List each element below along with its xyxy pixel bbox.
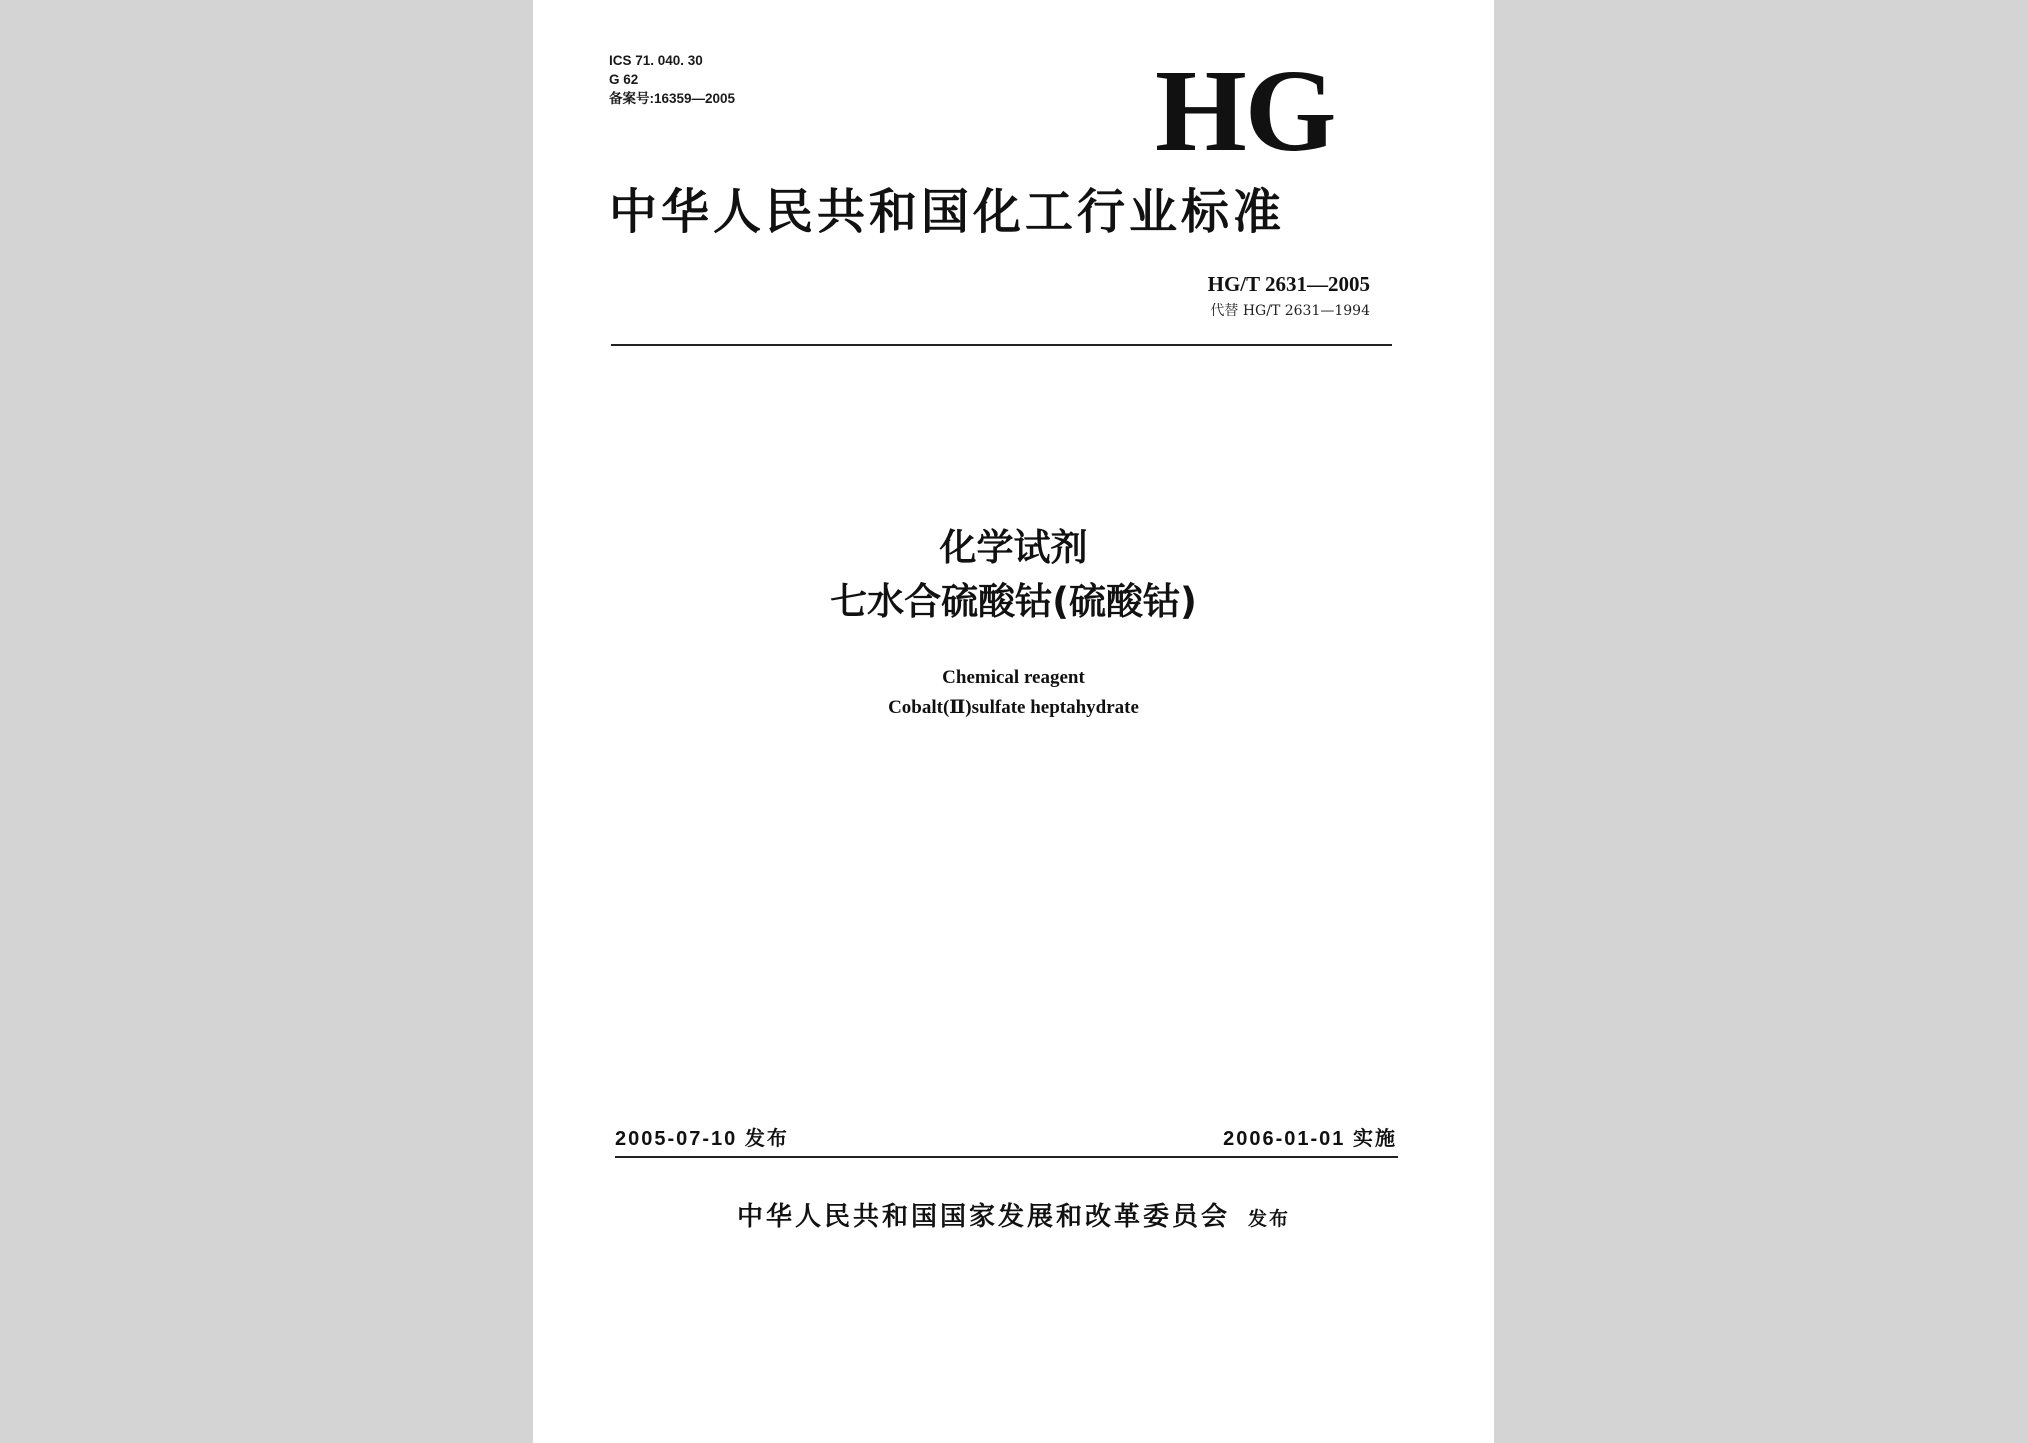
title-en-line1: Chemical reagent: [942, 667, 1085, 688]
title-cn-line1: 化学试剂: [939, 526, 1088, 569]
publisher-action: 发布: [1248, 1208, 1291, 1230]
replaces-standard: 代替 HG/T 2631—1994: [1210, 303, 1370, 319]
header-divider: [611, 344, 1392, 346]
title-en-line2: Cobalt(Ⅱ)sulfate heptahydrate: [888, 697, 1139, 718]
publisher-name: 中华人民共和国国家发展和改革委员会: [736, 1202, 1230, 1232]
footer-divider: [615, 1156, 1398, 1158]
standard-title: 中华人民共和国化工行业标准: [609, 184, 1286, 240]
publisher-line: [533, 1196, 1494, 1233]
document-page: [533, 0, 1494, 1443]
implementation-date: 2006-01-01 实施: [1223, 1128, 1397, 1150]
title-cn-line2: 七水合硫酸钴(硫酸钴): [830, 580, 1197, 623]
issue-date: 2005-07-10 发布: [615, 1128, 789, 1150]
filing-number: 备案号:16359—2005: [609, 91, 736, 106]
ics-code: ICS 71. 040. 30: [609, 53, 703, 68]
classification-code: G 62: [609, 72, 639, 87]
standard-number: HG/T 2631—2005: [1207, 272, 1370, 296]
hg-logo: HG: [1155, 45, 1335, 176]
metadata-block: [609, 51, 735, 108]
